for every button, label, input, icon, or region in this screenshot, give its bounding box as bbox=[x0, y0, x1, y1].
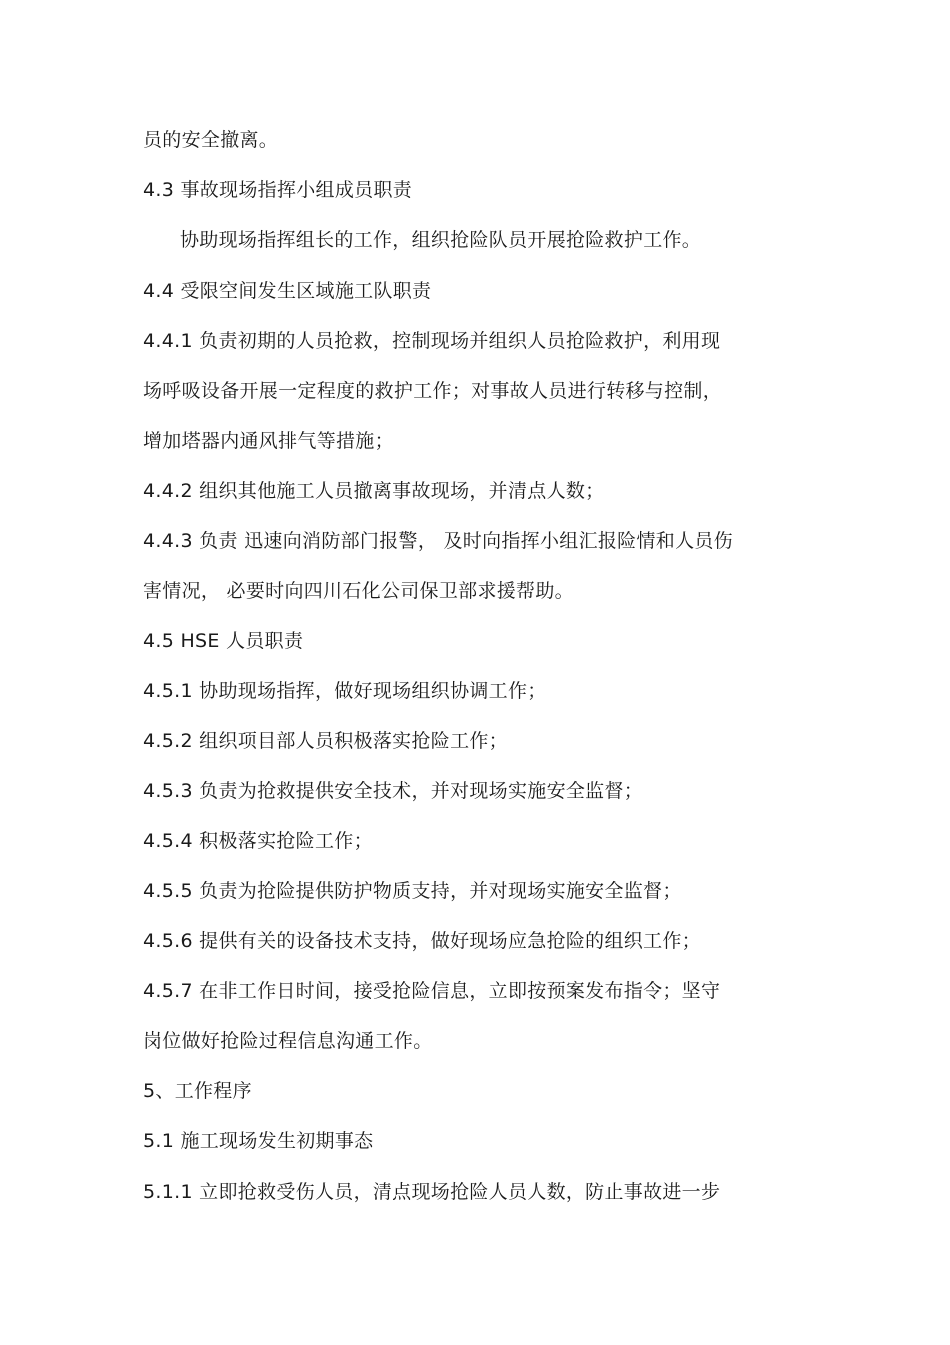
item-4-4-1: 4.4.1 负责初期的人员抢救，控制现场并组织人员抢险救护，利用现 bbox=[143, 330, 721, 352]
item-4-4-1-cont-2: 增加塔器内通风排气等措施； bbox=[143, 430, 394, 452]
item-4-4-3: 4.4.3 负责 迅速向消防部门报警， 及时向指挥小组汇报险情和人员伤 bbox=[143, 530, 733, 552]
item-4-5-7-cont: 岗位做好抢险过程信息沟通工作。 bbox=[143, 1030, 433, 1052]
section-heading-5-1: 5.1 施工现场发生初期事态 bbox=[143, 1130, 374, 1152]
section-heading-5: 5、工作程序 bbox=[143, 1080, 252, 1102]
item-4-5-4: 4.5.4 积极落实抢险工作； bbox=[143, 830, 373, 852]
item-4-4-2: 4.4.2 组织其他施工人员撤离事故现场，并清点人数； bbox=[143, 480, 605, 502]
item-4-5-7: 4.5.7 在非工作日时间，接受抢险信息，立即按预案发布指令；坚守 bbox=[143, 980, 721, 1002]
section-heading-4-3: 4.3 事故现场指挥小组成员职责 bbox=[143, 179, 413, 201]
item-4-4-1-cont-1: 场呼吸设备开展一定程度的救护工作；对事故人员进行转移与控制， bbox=[143, 380, 723, 402]
item-4-4-3-cont: 害情况， 必要时向四川石化公司保卫部求援帮助。 bbox=[143, 580, 574, 602]
section-heading-4-4: 4.4 受限空间发生区域施工队职责 bbox=[143, 280, 432, 302]
item-4-5-1: 4.5.1 协助现场指挥，做好现场组织协调工作； bbox=[143, 680, 547, 702]
item-4-5-3: 4.5.3 负责为抢救提供安全技术，并对现场实施安全监督； bbox=[143, 780, 644, 802]
item-4-5-6: 4.5.6 提供有关的设备技术支持，做好现场应急抢险的组织工作； bbox=[143, 930, 701, 952]
item-4-5-5: 4.5.5 负责为抢险提供防护物质支持，并对现场实施安全监督； bbox=[143, 880, 682, 902]
text-line-continuation: 员的安全撤离。 bbox=[143, 129, 279, 151]
item-4-5-2: 4.5.2 组织项目部人员积极落实抢险工作； bbox=[143, 730, 508, 752]
item-5-1-1: 5.1.1 立即抢救受伤人员，清点现场抢险人员人数，防止事故进一步 bbox=[143, 1181, 721, 1203]
paragraph-4-3: 协助现场指挥组长的工作，组织抢险队员开展抢险救护工作。 bbox=[180, 229, 702, 251]
section-heading-4-5: 4.5 HSE 人员职责 bbox=[143, 630, 304, 652]
